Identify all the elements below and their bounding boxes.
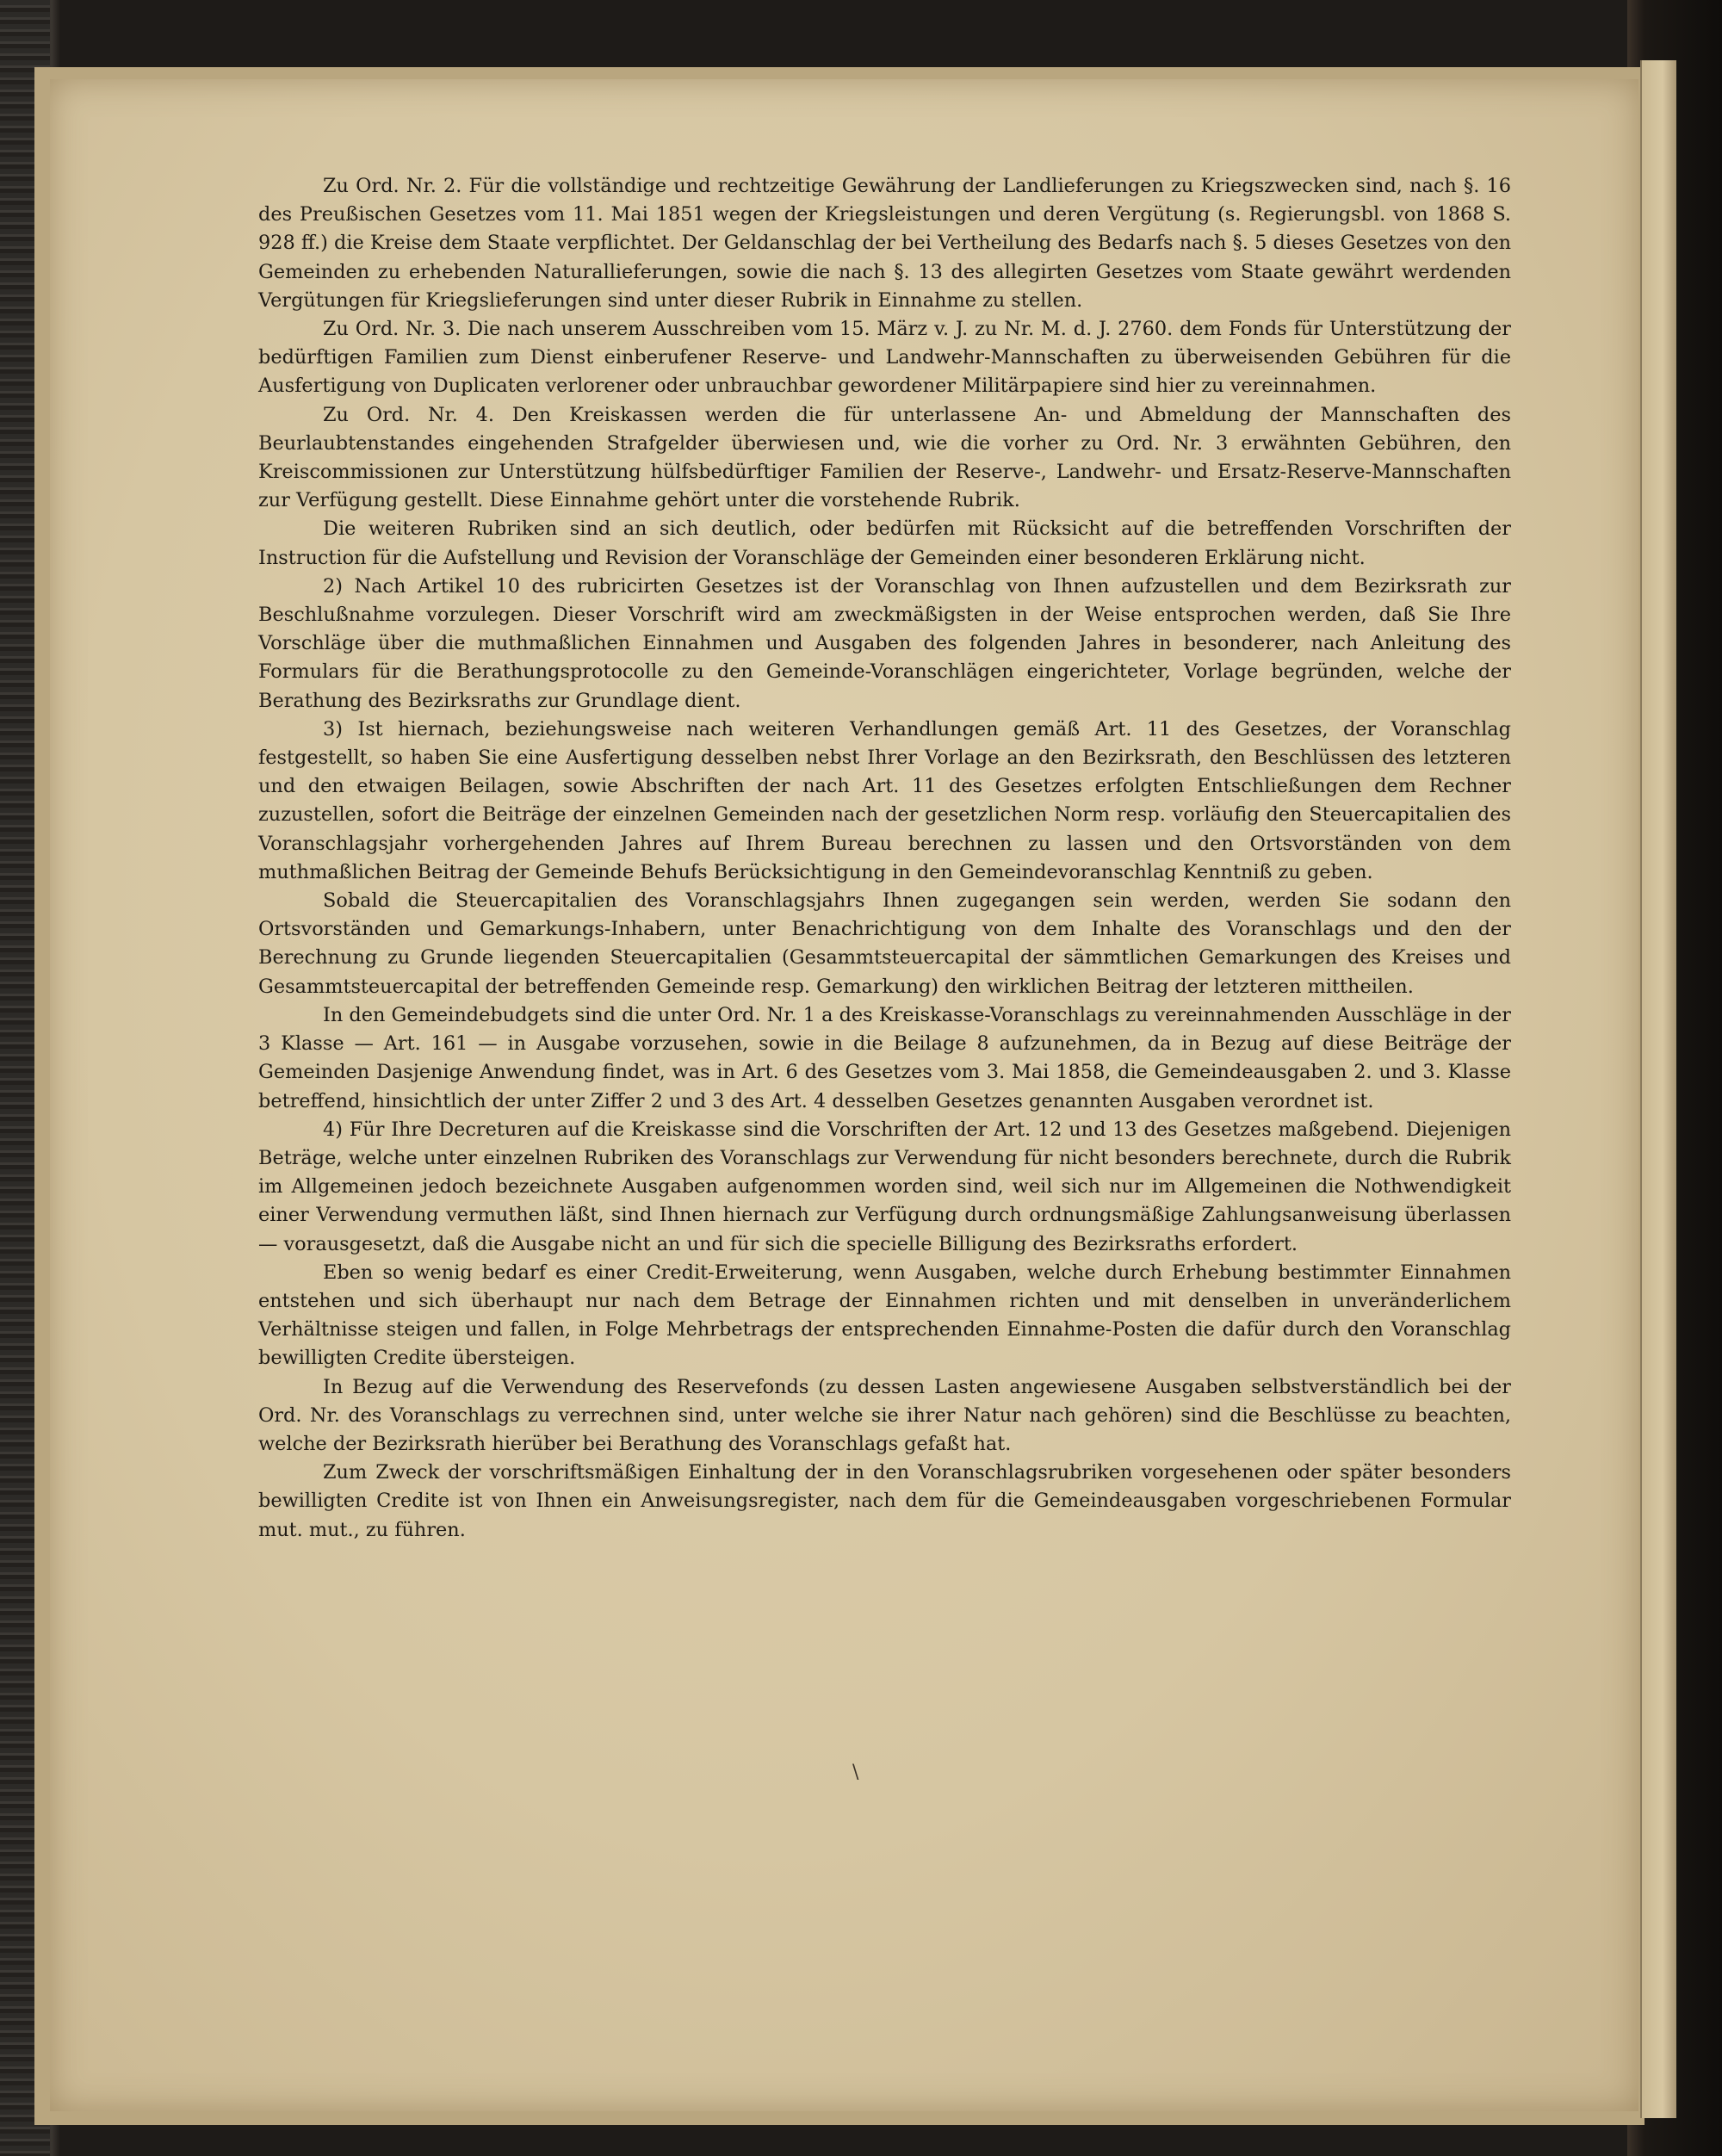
- paragraph-3: 3) Ist hiernach, beziehungsweise nach weiteren Verhandlungen gemäß Art. 11 des Gesetzes, der Voranschlag festgestellt, so haben Sie eine Ausfertigung desselben nebst Ihrer Vorlage an den Bezirksrath, den Beschlüssen des letzteren und den etwaigen Beilagen, sowie Abschriften der nach Art. 11 des Gesetzes erfolgten Entschließungen dem Rechner zuzustellen, sofort die Beiträge der einzelnen Gemeinden nach der gesetzlichen Norm resp. vorläufig den Steuercapitalien des Voranschlagsjahr vorhergehenden Jahres auf Ihrem Bureau berechnen zu lassen und den Ortsvorständen von dem muthmaßlichen Beitrag der Gemeinde Behufs Berücksichtigung in den Gemeindevoranschlag Kenntniß zu geben.: [258, 717, 1511, 883]
- paragraph-gemeindebudgets: In den Gemeindebudgets sind die unter Ord. Nr. 1 a des Kreiskasse-Voranschlags zu vereinnahmenden Ausschläge in der 3 Klasse — Art. 161 — in Ausgabe vorzusehen, sowie in die Beilage 8 aufzunehmen, da in Bezug auf diese Beiträge der Gemeinden Dasjenige Anwendung findet, was in Art. 6 des Gesetzes vom 3. Mai 1858, die Gemeindeausgaben 2. und 3. Klasse betreffend, hinsichtlich der unter Ziffer 2 und 3 des Art. 4 desselben Gesetzes genannten Ausgaben verordnet ist.: [258, 1003, 1511, 1112]
- paragraph-2: 2) Nach Artikel 10 des rubricirten Gesetzes ist der Voranschlag von Ihnen aufzustellen und dem Bezirksrath zur Beschlußnahme vorzulegen. Dieser Vorschrift wird am zweckmäßigsten in der Weise entsprochen werden, daß Sie Ihre Vorschläge über die muthmaßlichen Einnahmen und Ausgaben des folgenden Jahres in besonderer, nach Anleitung des Formulars für die Berathungsprotocolle zu den Gemeinde-Voranschlägen eingerichteter, Vorlage begründen, welche der Berathung des Bezirksraths zur Grundlage dient.: [258, 574, 1511, 712]
- paragraph-sobald: Sobald die Steuercapitalien des Voranschlagsjahrs Ihnen zugegangen sein werden, werden Sie sodann den Ortsvorständen und Gemarkungs-Inhabern, unter Benachrichtigung von dem Inhalte des Voranschlags und den der Berechnung zu Grunde liegenden Steuercapitalien (Gesammtsteuercapital der sämmtlichen Gemarkungen des Kreises und Gesammtsteuercapital der betreffenden Gemeinde resp. Gemarkung) den wirklichen Beitrag der letzteren mittheilen.: [258, 889, 1511, 998]
- paragraph-4: 4) Für Ihre Decreturen auf die Kreiskasse sind die Vorschriften der Art. 12 und 13 des Gesetzes maßgebend. Diejenigen Beträge, welche unter einzelnen Rubriken des Voranschlags zur Verwendung für nicht besonders berechnete, durch die Rubrik im Allgemeinen jedoch bezeichnete Ausgaben aufgenommen worden sind, weil sich nur im Allgemeinen die Nothwendigkeit einer Verwendung vermuthen läßt, sind Ihnen hiernach zur Verfügung durch ordnungsmäßige Zahlungsanweisung überlassen — vorausgesetzt, daß die Ausgabe nicht an und für sich die specielle Billigung des Bezirksraths erfordert.: [258, 1118, 1511, 1255]
- paragraph-ord-nr-2: Zu Ord. Nr. 2. Für die vollständige und rechtzeitige Gewährung der Landlieferungen zu Kriegszwecken sind, nach §. 16 des Preußischen Gesetzes vom 11. Mai 1851 wegen der Kriegsleistungen und deren Vergütung (s. Regierungsbl. von 1868 S. 928 ff.) die Kreise dem Staate verpflichtet. Der Geldanschlag der bei Vertheilung des Bedarfs nach §. 5 dieses Gesetzes von den Gemeinden zu erhebenden Naturallieferungen, sowie die nach §. 13 des allegirten Gesetzes vom Staate gewährt werdenden Vergütungen für Kriegslieferungen sind unter dieser Rubrik in Einnahme zu stellen.: [258, 175, 1511, 312]
- footer-mark: \: [852, 1762, 859, 1783]
- body-text: [258, 172, 1511, 1545]
- paragraph-ord-nr-4: Zu Ord. Nr. 4. Den Kreiskassen werden die für unterlassene An- und Abmeldung der Mannschaften des Beurlaubtenstandes eingehenden Strafgelder überwiesen und, wie die vorher zu Ord. Nr. 3 erwähnten Gebühren, den Kreiscommissionen zur Unterstützung hülfsbedürftiger Familien der Reserve-, Landwehr- und Ersatz-Reserve-Mannschaften zur Verfügung gestellt. Diese Einnahme gehört unter die vorstehende Rubrik.: [258, 403, 1511, 512]
- paragraph-weitere-rubriken: Die weiteren Rubriken sind an sich deutlich, oder bedürfen mit Rücksicht auf die betreffenden Vorschriften der Instruction für die Aufstellung und Revision der Voranschläge der Gemeinden einer besonderen Erklärung nicht.: [258, 517, 1511, 569]
- paragraph-credit-erweiterung: Eben so wenig bedarf es einer Credit-Erweiterung, wenn Ausgaben, welche durch Erhebung bestimmter Einnahmen entstehen und sich überhaupt nur nach dem Betrage der Einnahmen richten und mit denselben in unveränderlichem Verhältnisse steigen und fallen, in Folge Mehrbetrags der entsprechenden Einnahme-Posten die dafür durch den Voranschlag bewilligten Credite übersteigen.: [258, 1261, 1511, 1370]
- paragraph-reservefonds: In Bezug auf die Verwendung des Reservefonds (zu dessen Lasten angewiesene Ausgaben selbstverständlich bei der Ord. Nr. des Voranschlags zu verrechnen sind, unter welche sie ihrer Natur nach gehören) sind die Beschlüsse zu beachten, welche der Bezirksrath hierüber bei Berathung des Voranschlags gefaßt hat.: [258, 1375, 1511, 1455]
- paragraph-anweisungsregister: Zum Zweck der vorschriftsmäßigen Einhaltung der in den Voranschlagsrubriken vorgesehenen oder später besonders bewilligten Credite ist von Ihnen ein Anweisungsregister, nach dem für die Gemeindeausgaben vorgeschriebenen Formular mut. mut., zu führen.: [258, 1461, 1511, 1541]
- paragraph-ord-nr-3: Zu Ord. Nr. 3. Die nach unserem Ausschreiben vom 15. März v. J. zu Nr. M. d. J. 2760. dem Fonds für Unterstützung der bedürftigen Familien zum Dienst einberufener Reserve- und Landwehr-Mannschaften zu überweisenden Gebühren für die Ausfertigung von Duplicaten verlorener oder unbrauchbar gewordener Militärpapiere sind hier zu vereinnahmen.: [258, 318, 1511, 398]
- facing-page-edge: [1640, 60, 1676, 2118]
